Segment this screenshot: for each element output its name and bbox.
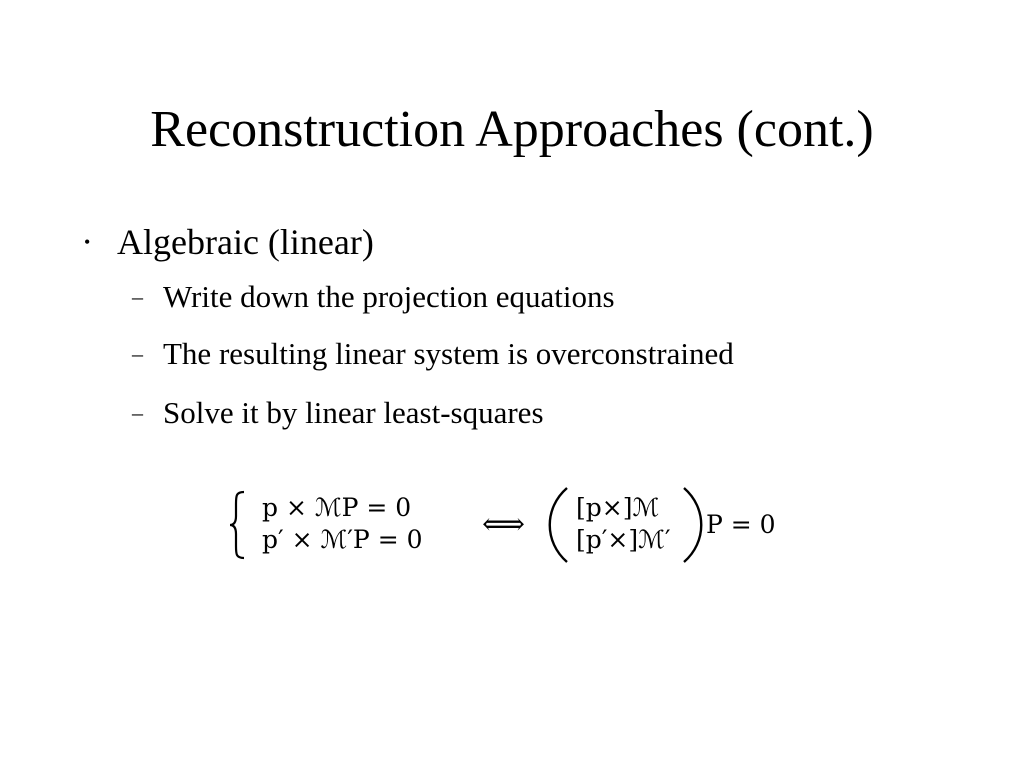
bullet-text-algebraic: Algebraic (linear) [117,222,374,262]
left-brace [230,492,244,558]
slide-title: Reconstruction Approaches (cont.) [150,101,874,158]
bullet-marker: • [84,232,91,252]
system-equation-1: p × ℳP = 0 [262,493,412,522]
equivalence-arrow: ⟺ [482,507,526,542]
equation-right-side: P = 0 [706,510,776,539]
system-equation-2: p′ × ℳ′P = 0 [262,525,423,554]
projection-equation [222,480,802,570]
sub-bullet-text: Solve it by linear least-squares [163,395,544,430]
matrix-row-2: [p′×]ℳ′ [576,525,671,554]
sub-bullet-marker: – [132,400,143,425]
sub-bullet-marker: – [132,341,143,366]
sub-bullet-text: The resulting linear system is overconstrained [163,336,734,371]
sub-bullet-text: Write down the projection equations [163,279,615,314]
sub-bullet-marker: – [132,284,143,309]
right-paren [684,488,701,562]
left-paren [550,488,567,562]
matrix-row-1: [p×]ℳ [576,493,660,522]
